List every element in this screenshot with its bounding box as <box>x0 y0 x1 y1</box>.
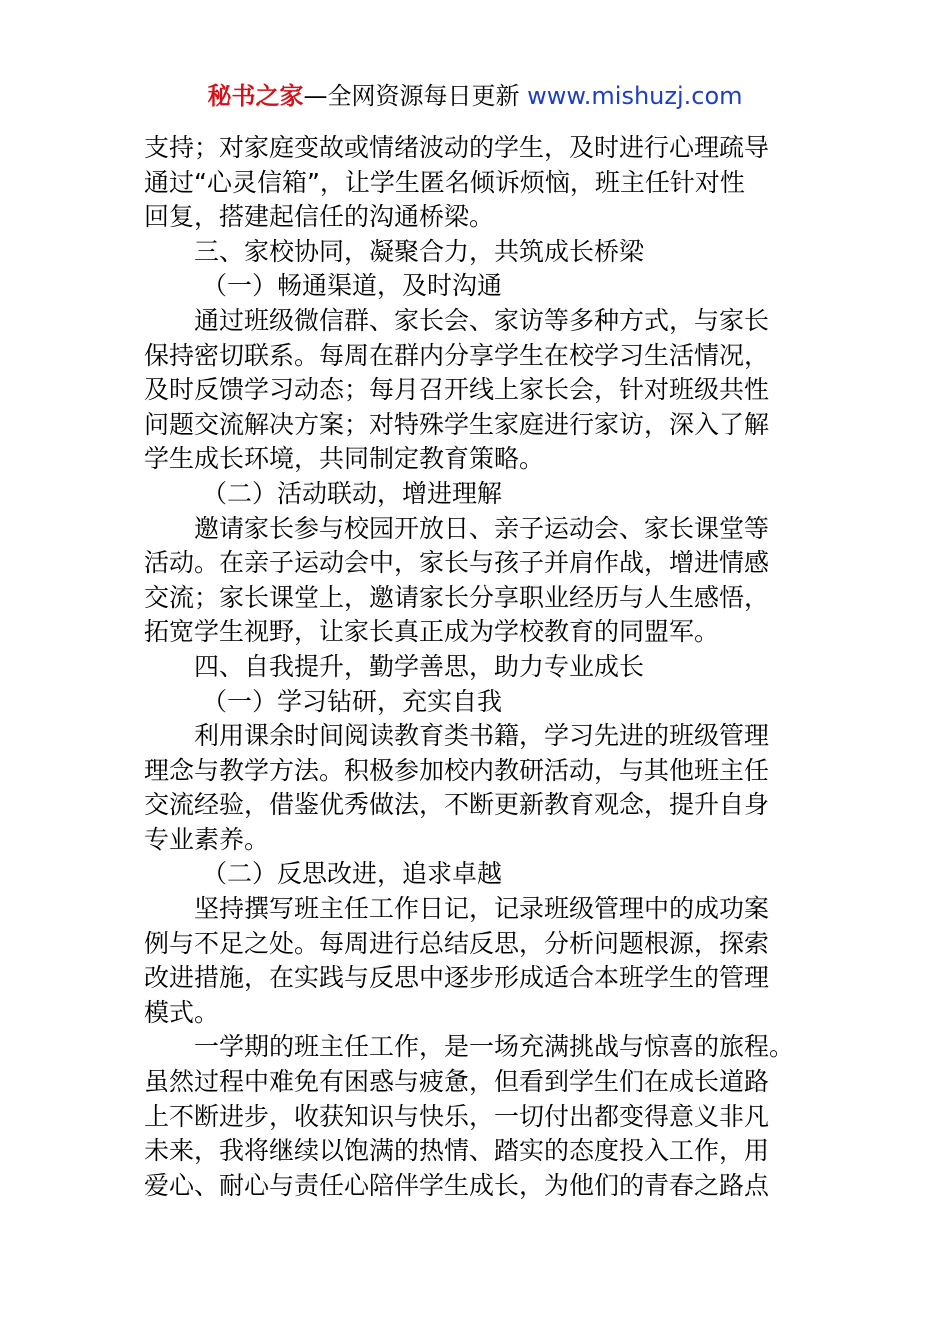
site-url-link[interactable]: www.mishuzj.com <box>527 82 743 110</box>
body-line: 坚持撰写班主任工作日记，记录班级管理中的成功案 <box>194 894 770 924</box>
subsection-heading: （二）活动联动，增进理解 <box>202 478 503 508</box>
body-line: 虽然过程中难免有困惑与疲惫，但看到学生们在成长道路 <box>144 1067 770 1097</box>
body-line: 通过班级微信群、家长会、家访等多种方式，与家长 <box>194 305 770 335</box>
body-line: 交流；家长课堂上，邀请家长分享职业经历与人生感悟， <box>144 582 770 612</box>
body-line: 保持密切联系。每周在群内分享学生在校学习生活情况， <box>144 340 770 370</box>
body-line: 例与不足之处。每周进行总结反思，分析问题根源，探索 <box>144 928 770 958</box>
section-heading: 三、家校协同，凝聚合力，共筑成长桥梁 <box>194 236 645 266</box>
body-line: 利用课余时间阅读教育类书籍，学习先进的班级管理 <box>194 721 770 751</box>
document-body <box>144 131 824 1203</box>
body-line: 改进措施，在实践与反思中逐步形成适合本班学生的管理 <box>144 963 770 993</box>
body-line: 交流经验，借鉴优秀做法，不断更新教育观念，提升自身 <box>144 790 770 820</box>
body-line: 专业素养。 <box>144 824 270 854</box>
body-line: 及时反馈学习动态；每月召开线上家长会，针对班级共性 <box>144 375 770 405</box>
subsection-heading: （一）学习钻研，充实自我 <box>202 686 503 716</box>
body-line: 拓宽学生视野，让家长真正成为学校教育的同盟军。 <box>144 617 720 647</box>
subsection-heading: （一）畅通渠道，及时沟通 <box>202 271 503 301</box>
body-line: 活动。在亲子运动会中，家长与孩子并肩作战，增进情感 <box>144 548 770 578</box>
body-line: 模式。 <box>144 997 220 1027</box>
body-line: 通过“心灵信箱”，让学生匿名倾诉烦恼，班主任针对性 <box>144 167 745 197</box>
body-line: 爱心、耐心与责任心陪伴学生成长，为他们的青春之路点 <box>144 1170 770 1200</box>
body-line: 学生成长环境，共同制定教育策略。 <box>144 444 545 474</box>
section-heading: 四、自我提升，勤学善思，助力专业成长 <box>194 651 645 681</box>
site-tagline: —全网资源每日更新 <box>303 82 520 110</box>
body-line: 回复，搭建起信任的沟通桥梁。 <box>144 202 495 232</box>
body-line: 上不断进步，收获知识与快乐，一切付出都变得意义非凡 <box>144 1101 770 1131</box>
subsection-heading: （二）反思改进，追求卓越 <box>202 859 503 889</box>
body-line: 一学期的班主任工作，是一场充满挑战与惊喜的旅程。 <box>194 1032 795 1062</box>
body-line: 问题交流解决方案；对特殊学生家庭进行家访，深入了解 <box>144 409 770 439</box>
body-line: 未来，我将继续以饱满的热情、踏实的态度投入工作，用 <box>144 1136 770 1166</box>
site-header <box>0 80 950 112</box>
body-line: 支持；对家庭变故或情绪波动的学生，及时进行心理疏导 <box>144 133 770 162</box>
body-line: 理念与教学方法。积极参加校内教研活动，与其他班主任 <box>144 755 770 785</box>
site-brand: 秘书之家 <box>207 82 304 110</box>
body-line: 邀请家长参与校园开放日、亲子运动会、家长课堂等 <box>194 513 770 543</box>
